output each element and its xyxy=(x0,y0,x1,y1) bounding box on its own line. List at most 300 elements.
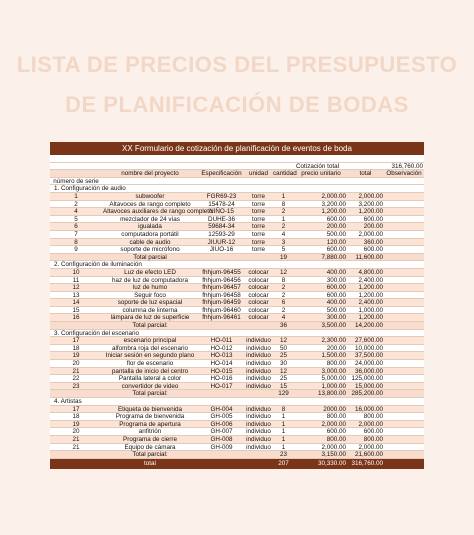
table-row xyxy=(50,352,424,360)
row-price: 800.00 xyxy=(326,435,346,443)
row-number: 10 xyxy=(72,268,80,276)
subtotal-price: 7,880.00 xyxy=(321,253,346,261)
row-note xyxy=(384,292,424,299)
table-row xyxy=(50,292,424,300)
row-spec: JIUUR-12 xyxy=(207,238,236,246)
section-header xyxy=(50,185,424,193)
row-price: 2000.00 xyxy=(323,405,346,413)
row-name: Programa de bienvenida xyxy=(115,413,185,421)
row-note xyxy=(384,413,424,420)
row-name: pantalla de inicio del centro xyxy=(111,367,189,375)
row-spec: HO-012 xyxy=(210,344,233,352)
grand-total-row xyxy=(50,459,424,469)
row-total: 800.00 xyxy=(363,435,383,443)
row-note xyxy=(384,284,424,291)
row-spec: fhhjum-96458 xyxy=(202,291,241,299)
row-name: luz de humo xyxy=(132,284,168,292)
row-number: 7 xyxy=(74,230,78,238)
row-note xyxy=(384,345,424,352)
row-unit: individuo xyxy=(246,344,271,352)
row-name: Programa de apertura xyxy=(119,420,181,428)
page-title-line-2: DE PLANIFICACIÓN DE BODAS xyxy=(65,92,409,117)
row-qty: 1 xyxy=(281,435,286,443)
row-number: 21 xyxy=(72,367,80,375)
row-price: 2,000.00 xyxy=(321,443,346,451)
row-spec: GH-007 xyxy=(210,428,233,436)
row-unit: torre xyxy=(252,230,265,238)
row-note xyxy=(384,444,424,451)
header-row-2 xyxy=(50,178,424,186)
row-price: 200.00 xyxy=(326,344,346,352)
table-row xyxy=(50,239,424,247)
row-qty: 5 xyxy=(281,246,286,254)
row-spec: HO-016 xyxy=(210,375,233,383)
row-name: Luz de efecto LED xyxy=(124,268,176,276)
row-note xyxy=(384,216,424,223)
row-name: convertidor de video xyxy=(121,382,179,390)
header-spec: Especificación xyxy=(201,170,242,178)
sheet-banner: XX Formulario de cotización de planificación de eventos de boda xyxy=(50,142,424,155)
row-number: 17 xyxy=(72,405,80,413)
section-title: 1. Configuración de audio xyxy=(54,185,126,193)
row-spec: HO-013 xyxy=(210,352,233,360)
row-qty: 1 xyxy=(281,420,286,428)
subtotal-price: 13,800.00 xyxy=(317,390,346,398)
section-header xyxy=(50,261,424,269)
table-row xyxy=(50,299,424,307)
row-number: 4 xyxy=(74,208,78,216)
row-number: 15 xyxy=(72,306,80,314)
row-name: haz de luz de computadora xyxy=(112,276,188,284)
row-name: anfitrión xyxy=(138,428,162,436)
row-total: 2,000.00 xyxy=(358,420,383,428)
section-header xyxy=(50,398,424,406)
row-spec: JIUO-16 xyxy=(209,246,234,254)
row-price: 120.00 xyxy=(326,238,346,246)
row-unit: colocar xyxy=(248,314,269,322)
row-spec: DUHE-36 xyxy=(208,215,235,223)
row-name: Iniciar sesión en segundo plano xyxy=(105,352,195,360)
row-price: 1,200.00 xyxy=(321,208,346,216)
row-total: 15,000.00 xyxy=(354,382,383,390)
subtotal-qty: 19 xyxy=(279,253,287,261)
row-spec: fhhjum-96460 xyxy=(202,306,241,314)
row-total: 2,000.00 xyxy=(358,230,383,238)
section-title: 3. Configuración del escenario xyxy=(54,329,140,337)
row-price: 5,000.00 xyxy=(321,375,346,383)
table-row xyxy=(50,360,424,368)
row-name: soporte de luz espacial xyxy=(117,299,183,307)
row-qty: 50 xyxy=(279,344,287,352)
header-row xyxy=(50,170,424,178)
subtotal-row xyxy=(50,451,424,459)
row-total: 2,400.00 xyxy=(358,299,383,307)
row-name: escenario principal xyxy=(123,337,177,345)
row-spec: 15478-24 xyxy=(208,200,235,208)
row-unit: individuo xyxy=(246,443,271,451)
row-price: 600.00 xyxy=(326,428,346,436)
row-number: 23 xyxy=(72,382,80,390)
row-price: 300.00 xyxy=(326,314,346,322)
row-spec: fhhjum-96457 xyxy=(202,284,241,292)
row-price: 1,000.00 xyxy=(321,382,346,390)
subtotal-total: 21,600.00 xyxy=(354,451,383,459)
subtotal-qty: 23 xyxy=(279,451,287,459)
header-note: Observación xyxy=(386,170,422,178)
row-unit: torre xyxy=(252,246,265,254)
subtotal-qty: 36 xyxy=(279,322,287,330)
row-qty: 2 xyxy=(281,284,286,292)
table-row xyxy=(50,223,424,231)
row-number: 20 xyxy=(72,360,80,368)
row-number: 19 xyxy=(72,352,80,360)
row-number: 1 xyxy=(74,192,78,200)
row-total: 200.00 xyxy=(363,223,383,231)
row-number: 2 xyxy=(74,200,78,208)
row-price: 2,300.00 xyxy=(321,337,346,345)
row-price: 2,000.00 xyxy=(321,420,346,428)
row-price: 800.00 xyxy=(326,413,346,421)
row-note xyxy=(384,436,424,443)
row-unit: torre xyxy=(252,215,265,223)
row-number: 21 xyxy=(72,443,80,451)
row-number: 12 xyxy=(72,284,80,292)
row-qty: 30 xyxy=(279,360,287,368)
row-total: 2,000.00 xyxy=(358,192,383,200)
row-qty: 8 xyxy=(281,276,286,284)
table-row xyxy=(50,444,424,452)
grand-total-label: total xyxy=(144,459,156,467)
row-note xyxy=(384,223,424,230)
table-row xyxy=(50,193,424,201)
row-total: 1,200.00 xyxy=(358,291,383,299)
header-unit: unidad xyxy=(249,170,268,178)
row-number: 6 xyxy=(74,223,78,231)
row-spec: GH-009 xyxy=(210,443,233,451)
row-note xyxy=(384,231,424,238)
row-qty: 12 xyxy=(279,337,287,345)
row-unit: individuo xyxy=(246,420,271,428)
row-name: lámpara de luz de superficie xyxy=(110,314,190,322)
row-price: 200.00 xyxy=(326,223,346,231)
row-qty: 6 xyxy=(281,299,286,307)
row-number: 13 xyxy=(72,291,80,299)
row-note xyxy=(384,421,424,428)
row-total: 600.00 xyxy=(363,215,383,223)
row-unit: torre xyxy=(252,223,265,231)
header-name: nombre del proyecto xyxy=(121,170,179,178)
table-row xyxy=(50,406,424,414)
grand-total-total: 316,760.00 xyxy=(351,459,383,467)
row-spec: 12593-29 xyxy=(208,230,235,238)
grand-total-qty: 207 xyxy=(278,459,289,467)
row-total: 360.00 xyxy=(363,238,383,246)
row-qty: 1 xyxy=(281,215,286,223)
row-spec: GH-006 xyxy=(210,420,233,428)
row-number: 17 xyxy=(72,337,80,345)
row-price: 600.00 xyxy=(326,291,346,299)
row-name: columna de linterna xyxy=(122,306,178,314)
header-price: precio unitario xyxy=(301,170,341,178)
row-name: computadora portátil xyxy=(121,230,179,238)
row-qty: 8 xyxy=(281,200,286,208)
row-total: 4,800.00 xyxy=(358,268,383,276)
row-name: Programa de cierre xyxy=(123,435,177,443)
table-row xyxy=(50,337,424,345)
row-total: 36,000.00 xyxy=(354,367,383,375)
row-number: 11 xyxy=(72,276,80,284)
table-row xyxy=(50,375,424,383)
row-qty: 2 xyxy=(281,291,286,299)
subtotal-label: Total parcial: xyxy=(132,390,168,398)
row-price: 400.00 xyxy=(326,268,346,276)
row-total: 1,000.00 xyxy=(358,306,383,314)
row-unit: individuo xyxy=(246,405,271,413)
row-qty: 12 xyxy=(279,268,287,276)
subtotal-row xyxy=(50,390,424,398)
row-unit: individuo xyxy=(246,367,271,375)
row-name: Altavoces auxiliares de rango completo xyxy=(103,208,213,216)
table-row xyxy=(50,314,424,322)
row-spec: GH-004 xyxy=(210,405,233,413)
row-name: Seguir foco xyxy=(134,291,166,299)
row-name: soporte de micrófono xyxy=(120,246,180,254)
quote-total-label: Cotización total xyxy=(296,162,340,170)
row-total: 37,500.00 xyxy=(354,352,383,360)
row-note xyxy=(384,352,424,359)
row-name: Pantalla lateral a color xyxy=(118,375,182,383)
row-unit: colocar xyxy=(248,284,269,292)
table-row xyxy=(50,383,424,391)
row-price: 600.00 xyxy=(326,246,346,254)
row-note xyxy=(384,193,424,200)
row-unit: torre xyxy=(252,200,265,208)
row-price: 3,000.00 xyxy=(321,367,346,375)
row-unit: torre xyxy=(252,238,265,246)
row-price: 400.00 xyxy=(326,299,346,307)
row-unit: colocar xyxy=(248,306,269,314)
subtotal-total: 285,200.00 xyxy=(351,390,383,398)
row-spec: HO-017 xyxy=(210,382,233,390)
row-spec: GH-005 xyxy=(210,413,233,421)
section-header xyxy=(50,330,424,338)
table-row xyxy=(50,368,424,376)
row-name: igualada xyxy=(138,223,162,231)
table-row xyxy=(50,436,424,444)
row-spec: FGR69-23 xyxy=(206,192,237,200)
row-qty: 2 xyxy=(281,208,286,216)
row-spec: fhhjum-96461 xyxy=(202,314,241,322)
quote-total-value: 316,760.00 xyxy=(391,162,423,170)
row-total: 16,000.00 xyxy=(354,405,383,413)
section-title: 4. Artistas xyxy=(54,398,82,405)
row-qty: 1 xyxy=(281,413,286,421)
row-spec: HO-015 xyxy=(210,367,233,375)
row-total: 27,600.00 xyxy=(354,337,383,345)
row-price: 3,200.00 xyxy=(321,200,346,208)
row-note xyxy=(384,406,424,413)
row-note xyxy=(384,208,424,215)
row-spec: HO-014 xyxy=(210,360,233,368)
row-qty: 25 xyxy=(279,352,287,360)
row-note xyxy=(384,246,424,253)
row-number: 5 xyxy=(74,215,78,223)
row-qty: 1 xyxy=(281,192,286,200)
row-total: 2,000.00 xyxy=(358,443,383,451)
row-price: 500.00 xyxy=(326,306,346,314)
row-qty: 1 xyxy=(281,443,286,451)
row-total: 3,200.00 xyxy=(358,200,383,208)
row-spec: HO-011 xyxy=(210,337,233,345)
row-number: 22 xyxy=(72,375,80,383)
row-price: 500.00 xyxy=(326,230,346,238)
row-spec: GH-008 xyxy=(210,435,233,443)
row-note xyxy=(384,360,424,367)
header-num: número de serie xyxy=(53,177,99,185)
row-number: 16 xyxy=(72,314,80,322)
subtotal-label: Total parcial: xyxy=(132,322,168,330)
row-name: subwoofer xyxy=(135,192,165,200)
row-unit: individuo xyxy=(246,352,271,360)
row-total: 24,000.00 xyxy=(354,360,383,368)
row-unit: individuo xyxy=(246,382,271,390)
row-unit: torre xyxy=(252,208,265,216)
row-note xyxy=(384,269,424,276)
row-qty: 8 xyxy=(281,405,286,413)
row-number: 18 xyxy=(72,344,80,352)
table-row xyxy=(50,428,424,436)
row-note xyxy=(384,299,424,306)
row-unit: colocar xyxy=(248,276,269,284)
row-price: 1,500.00 xyxy=(321,352,346,360)
row-number: 20 xyxy=(72,428,80,436)
row-note xyxy=(384,337,424,344)
subtotal-total: 14,200.00 xyxy=(354,322,383,330)
row-total: 10,000.00 xyxy=(354,344,383,352)
row-total: 1,200.00 xyxy=(358,284,383,292)
table-row xyxy=(50,421,424,429)
row-number: 9 xyxy=(74,246,78,254)
row-name: cable de audio xyxy=(129,238,171,246)
subtotal-total: 11,600.00 xyxy=(355,253,383,261)
quote-spreadsheet xyxy=(50,142,424,469)
spacer-row xyxy=(50,155,424,163)
row-total: 1,200.00 xyxy=(358,314,383,322)
subtotal-label: Total parcial xyxy=(133,253,167,261)
row-qty: 1 xyxy=(281,428,286,436)
row-name: Altavoces de rango completo xyxy=(109,200,191,208)
row-note xyxy=(384,277,424,284)
row-note xyxy=(384,368,424,375)
row-note xyxy=(384,428,424,435)
row-qty: 2 xyxy=(281,223,286,231)
row-spec: NIÑO-15 xyxy=(209,208,234,216)
subtotal-price: 3,150.00 xyxy=(321,451,346,459)
row-unit: individuo xyxy=(246,360,271,368)
table-row xyxy=(50,208,424,216)
row-unit: individuo xyxy=(246,337,271,345)
row-spec: fhhjum-96455 xyxy=(202,268,241,276)
table-row xyxy=(50,307,424,315)
row-unit: individuo xyxy=(246,413,271,421)
row-qty: 4 xyxy=(281,230,286,238)
row-spec: fhhjum-96456 xyxy=(202,276,241,284)
row-total: 600.00 xyxy=(363,246,383,254)
row-unit: torre xyxy=(252,192,265,200)
row-unit: individuo xyxy=(246,428,271,436)
subtotal-label: Total parcial: xyxy=(132,451,168,459)
table-row xyxy=(50,345,424,353)
row-qty: 25 xyxy=(279,375,287,383)
row-number: 14 xyxy=(72,299,80,307)
row-number: 19 xyxy=(72,420,80,428)
quote-total-row xyxy=(50,163,424,171)
table-row xyxy=(50,201,424,209)
row-qty: 12 xyxy=(279,367,287,375)
row-note xyxy=(384,239,424,246)
grand-total-price: 30,330.00 xyxy=(317,459,346,467)
row-note xyxy=(384,383,424,390)
row-note xyxy=(384,307,424,314)
subtotal-price: 3,500.00 xyxy=(321,322,346,330)
row-number: 8 xyxy=(74,238,78,246)
row-note xyxy=(384,375,424,382)
table-row xyxy=(50,216,424,224)
header-qty: cantidad xyxy=(273,170,297,178)
row-name: alfombra roja del escenario xyxy=(112,344,188,352)
row-total: 600.00 xyxy=(363,428,383,436)
row-total: 1,200.00 xyxy=(358,208,383,216)
row-price: 300.00 xyxy=(326,276,346,284)
table-row xyxy=(50,246,424,254)
row-note xyxy=(384,314,424,321)
row-unit: individuo xyxy=(246,375,271,383)
subtotal-row xyxy=(50,322,424,330)
row-price: 800.00 xyxy=(326,360,346,368)
row-unit: colocar xyxy=(248,299,269,307)
table-row xyxy=(50,284,424,292)
row-name: Equipo de cámara xyxy=(124,443,176,451)
row-qty: 2 xyxy=(281,306,286,314)
row-note xyxy=(384,201,424,208)
row-price: 600.00 xyxy=(326,284,346,292)
row-number: 21 xyxy=(72,435,80,443)
header-total: total xyxy=(359,170,372,178)
table-row xyxy=(50,277,424,285)
row-price: 600.00 xyxy=(326,215,346,223)
row-total: 2,400.00 xyxy=(358,276,383,284)
section-title: 2. Configuración de iluminación xyxy=(54,261,142,269)
row-unit: colocar xyxy=(248,291,269,299)
row-spec: 59684-34 xyxy=(208,223,235,231)
row-total: 125,000.00 xyxy=(351,375,383,383)
row-name: flor de escenario xyxy=(126,360,174,368)
table-row xyxy=(50,231,424,239)
row-number: 18 xyxy=(72,413,80,421)
table-row xyxy=(50,413,424,421)
row-unit: colocar xyxy=(248,268,269,276)
row-unit: individuo xyxy=(246,435,271,443)
row-qty: 15 xyxy=(279,382,287,390)
subtotal-qty: 129 xyxy=(278,390,289,398)
subtotal-row xyxy=(50,254,424,262)
row-total: 800.00 xyxy=(363,413,383,421)
row-qty: 4 xyxy=(281,314,286,322)
row-name: Etiqueta de bienvenida xyxy=(117,405,183,413)
page-title-line-1: LISTA DE PRECIOS DEL PRESUPUESTO xyxy=(16,52,458,77)
row-name: mezclador de 24 vías xyxy=(120,215,180,223)
row-spec: fhhjum-96459 xyxy=(202,299,241,307)
